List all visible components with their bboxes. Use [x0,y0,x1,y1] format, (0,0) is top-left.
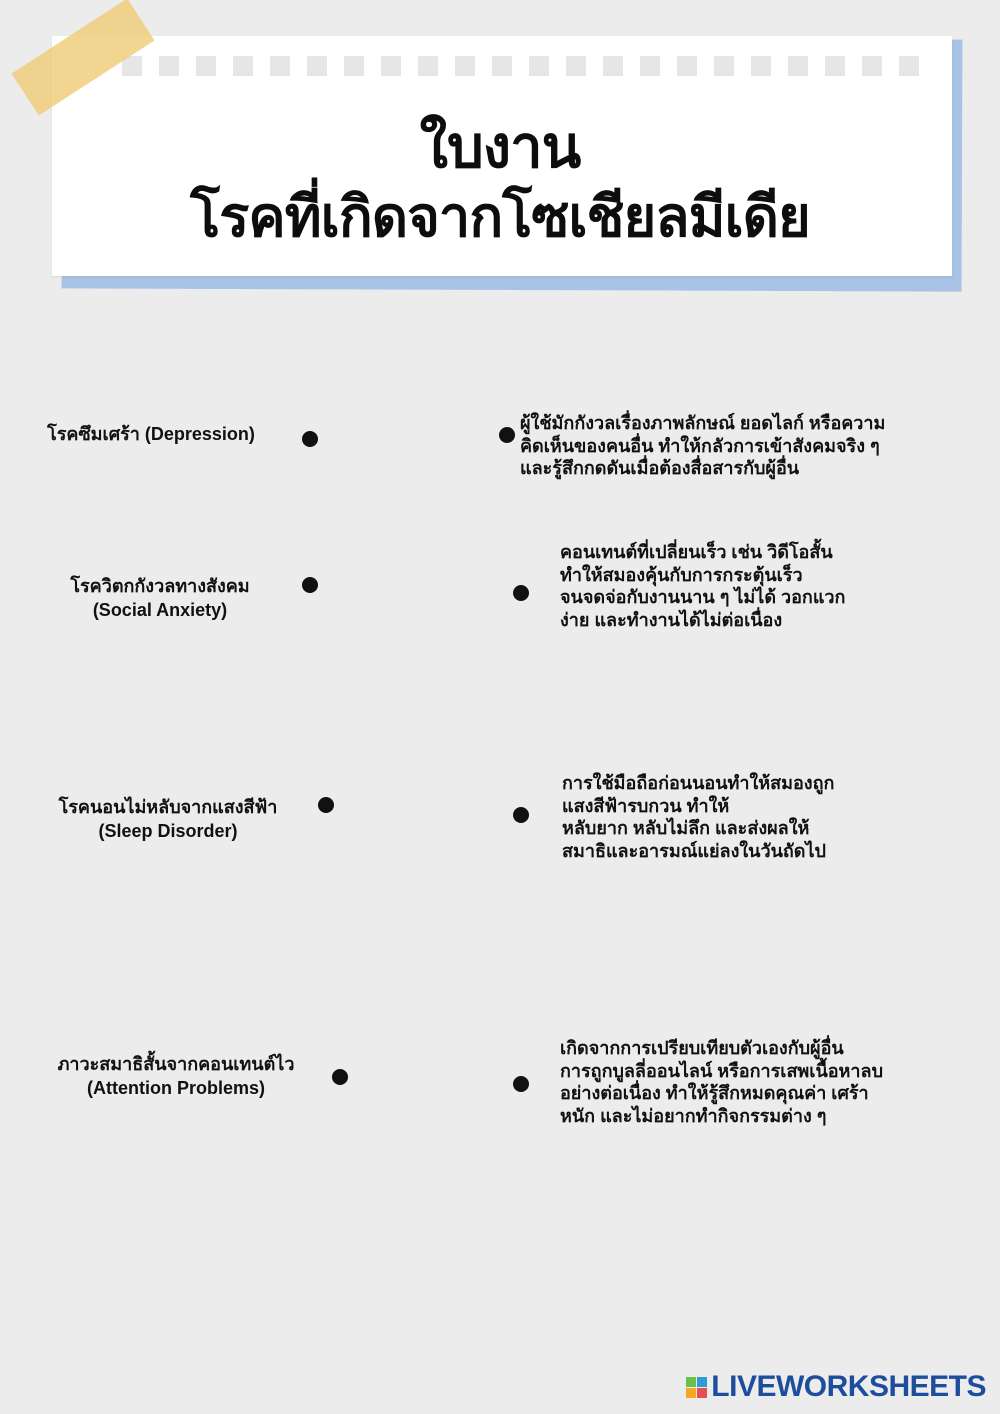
left-item-4 [38,1052,314,1100]
right-match-dot-1[interactable] [499,427,515,443]
right-match-dot-4[interactable] [513,1076,529,1092]
left-item-1 [40,422,262,446]
right-item-3: การใช้มือถือก่อนนอนทำให้สมองถูก แสงสีฟ้ารบกวน ทำให้ หลับยาก หลับไม่ลึก และส่งผลให้ สมาธิและอารมณ์แย่ลงในวันถัดไป [562,773,835,861]
left-item-label: โรควิตกกังวลทางสังคม [70,576,250,596]
left-match-dot-1[interactable] [302,431,318,447]
left-match-dot-4[interactable] [332,1069,348,1085]
left-item-sub: (Sleep Disorder) [98,821,238,841]
right-item-2: คอนเทนต์ที่เปลี่ยนเร็ว เช่น วิดีโอสั้น ทำให้สมองคุ้นกับการกระตุ้นเร็ว จนจดจ่อกับงานนาน ๆ ไม่ได้ วอกแวก ง่าย และทำงานได้ไม่ต่อเนื่อง [560,542,846,630]
left-item-sub: (Attention Problems) [87,1078,265,1098]
page-subtitle: โรคที่เกิดจากโซเชียลมีเดีย [190,185,810,250]
header-dash-strip [122,56,942,76]
liveworksheets-logo[interactable] [686,1370,986,1404]
left-item-label: โรคซึมเศร้า (Depression) [47,424,255,444]
left-match-dot-3[interactable] [318,797,334,813]
left-match-dot-2[interactable] [302,577,318,593]
page-title: ใบงาน [419,113,581,181]
left-item-3 [40,795,296,843]
right-item-1: ผู้ใช้มักกังวลเรื่องภาพลักษณ์ ยอดไลก์ หรือความ คิดเห็นของคนอื่น ทำให้กลัวการเข้าสังคมจริง ๆ และรู้สึกกดดันเมื่อต้องสื่อสารกับผู้อื่น [520,413,886,478]
left-item-2 [40,574,280,622]
left-item-label: โรคนอนไม่หลับจากแสงสีฟ้า [58,797,278,817]
left-item-label: ภาวะสมาธิสั้นจากคอนเทนต์ไว [57,1054,295,1074]
right-match-dot-2[interactable] [513,585,529,601]
right-match-dot-3[interactable] [513,807,529,823]
right-item-4: เกิดจากการเปรียบเทียบตัวเองกับผู้อื่น การถูกบูลลี่ออนไลน์ หรือการเสพเนื้อหาลบ อย่างต่อเนื่อง ทำให้รู้สึกหมดคุณค่า เศร้า หนัก และไม่อยากทำกิจกรรมต่าง ๆ [560,1038,883,1126]
logo-text: LIVEWORKSHEETS [711,1370,986,1403]
left-item-sub: (Social Anxiety) [92,600,228,620]
liveworksheets-logo-icon [686,1377,707,1398]
